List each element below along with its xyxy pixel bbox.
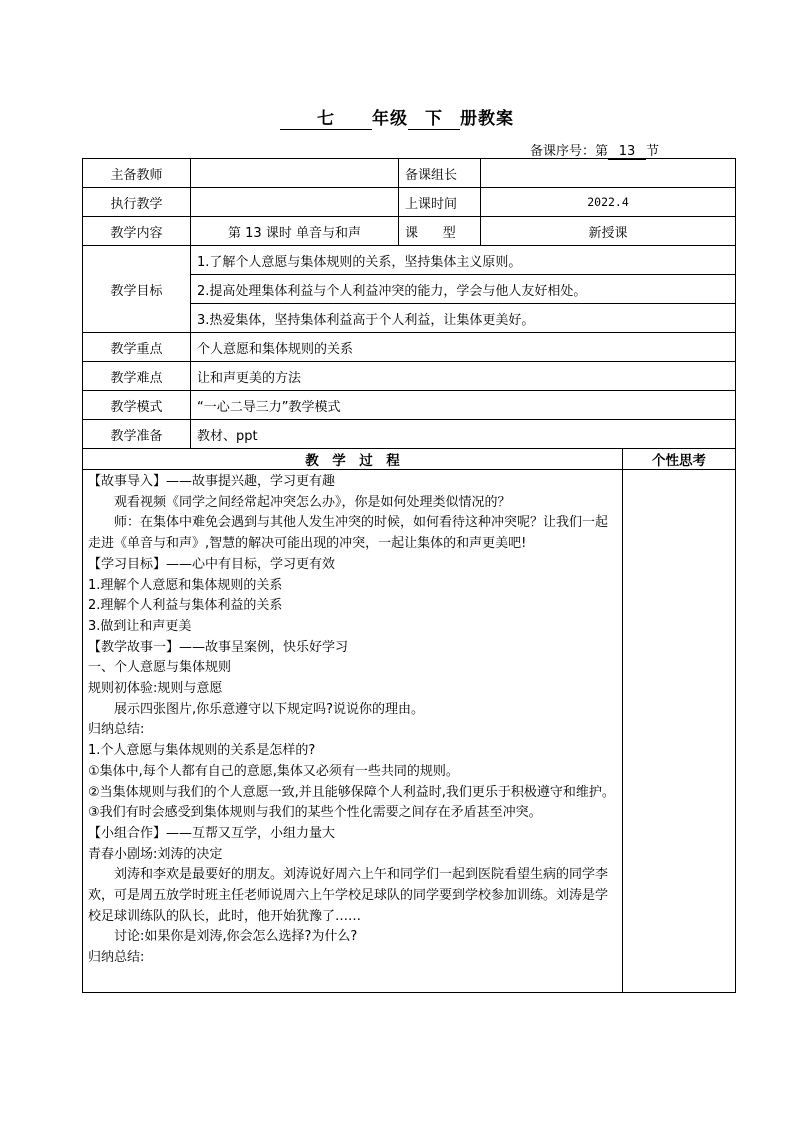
difficulty-label: 教学难点 (83, 362, 191, 391)
process-line: 归纳总结: (88, 722, 145, 738)
section-heading: 【学习目标】——心中有目标，学习更有效 (88, 556, 336, 572)
info-row-executor (83, 188, 736, 217)
lesson-serial (530, 140, 659, 160)
serial-number: 13 (608, 144, 646, 160)
process-line: ②当集体规则与我们的个人意愿一致,并且能够保障个人利益时,我们更乐于积极遵守和维护。 (88, 784, 615, 800)
section-heading: 【教学故事一】——故事呈案例，快乐好学习 (88, 639, 349, 655)
mode-value: “一心二导三力”教学模式 (191, 391, 736, 420)
process-title: 教 学 过 程 (83, 449, 623, 470)
grade-suffix: 年级 (372, 109, 408, 129)
section-heading: 【故事导入】——故事提兴趣，学习更有趣 (88, 474, 336, 489)
goal-row-1 (83, 246, 736, 275)
process-line: 讨论:如果你是刘涛,你会怎么选择?为什么? (114, 929, 358, 945)
process-line: ①集体中,每个人都有自己的意愿,集体又必须有一些共同的规则。 (88, 763, 459, 779)
process-line: 1.理解个人意愿和集体规则的关系 (88, 577, 283, 593)
notes-column (623, 470, 736, 993)
prep-value: 教材、ppt (191, 420, 736, 449)
process-line: 一、个人意愿与集体规则 (88, 660, 232, 676)
class-time-value: 2022.4 (481, 188, 736, 217)
info-row-teacher (83, 159, 736, 188)
goals-label: 教学目标 (83, 246, 191, 333)
notes-title: 个性思考 (623, 449, 736, 470)
grade-field: 七 (280, 104, 372, 130)
term-suffix: 册教案 (460, 109, 514, 129)
process-line: 刘涛和李欢是最要好的朋友。刘涛说好周六上午和同学们一起到医院看望生病的同学李欢，可是周五放学时班主任老师说周六上午学校足球队的同学要到学校参加训练。刘涛是学校足球训练队的队长，此时，他开始犹豫了…… (88, 867, 609, 924)
executor-label: 执行教学 (83, 188, 191, 217)
lesson-type-label: 课 型 (399, 217, 481, 246)
process-row (83, 470, 736, 993)
key-point-row (83, 333, 736, 362)
executor-value (191, 188, 399, 217)
process-line: 2.理解个人利益与集体利益的关系 (88, 598, 283, 614)
prep-label: 教学准备 (83, 420, 191, 449)
goal-item: 3.热爱集体，坚持集体利益高于个人利益，让集体更美好。 (191, 304, 736, 333)
process-line: 归纳总结: (88, 950, 145, 966)
mode-label: 教学模式 (83, 391, 191, 420)
process-line: 观看视频《同学之间经常起冲突怎么办》，你是如何处理类似情况的？ (114, 494, 511, 510)
process-line: 3.做到让和声更美 (88, 618, 192, 634)
difficulty-row (83, 362, 736, 391)
difficulty-value: 让和声更美的方法 (191, 362, 736, 391)
content-value: 第 13 课时 单音与和声 (191, 217, 399, 246)
goal-item: 2.提高处理集体利益与个人利益冲突的能力，学会与他人友好相处。 (191, 275, 736, 304)
process-content (83, 470, 623, 993)
lesson-plan-table (82, 158, 736, 993)
process-header-row (83, 449, 736, 470)
info-row-content (83, 217, 736, 246)
group-leader-label: 备课组长 (399, 159, 481, 188)
process-line: 规则初体验:规则与意愿 (88, 681, 223, 697)
prep-row (83, 420, 736, 449)
process-line: 1.个人意愿与集体规则的关系是怎样的? (88, 743, 316, 759)
process-line: 展示四张图片,你乐意遵守以下规定吗?说说你的理由。 (114, 701, 425, 717)
class-time-label: 上课时间 (399, 188, 481, 217)
mode-row (83, 391, 736, 420)
lead-teacher-value (191, 159, 399, 188)
serial-prefix: 备课序号：第 (530, 144, 609, 159)
term-field: 下 (408, 104, 460, 130)
content-label: 教学内容 (83, 217, 191, 246)
process-line: ③我们有时会感受到集体规则与我们的某些个性化需要之间存在矛盾甚至冲突。 (88, 805, 542, 821)
lead-teacher-label: 主备教师 (83, 159, 191, 188)
key-point-label: 教学重点 (83, 333, 191, 362)
serial-suffix: 节 (646, 144, 660, 159)
page-title (0, 104, 794, 130)
key-point-value: 个人意愿和集体规则的关系 (191, 333, 736, 362)
process-line: 青春小剧场:刘涛的决定 (88, 846, 223, 862)
goal-item: 1.了解个人意愿与集体规则的关系，坚持集体主义原则。 (191, 246, 736, 275)
process-line: 师：在集体中难免会遇到与其他人发生冲突的时候，如何看待这种冲突呢？让我们一起走进《单音与和声》,智慧的解决可能出现的冲突，一起让集体的和声更美吧! (88, 515, 609, 552)
section-heading: 【小组合作】——互帮又互学，小组力量大 (88, 825, 336, 841)
lesson-type-value: 新授课 (481, 217, 736, 246)
group-leader-value (481, 159, 736, 188)
